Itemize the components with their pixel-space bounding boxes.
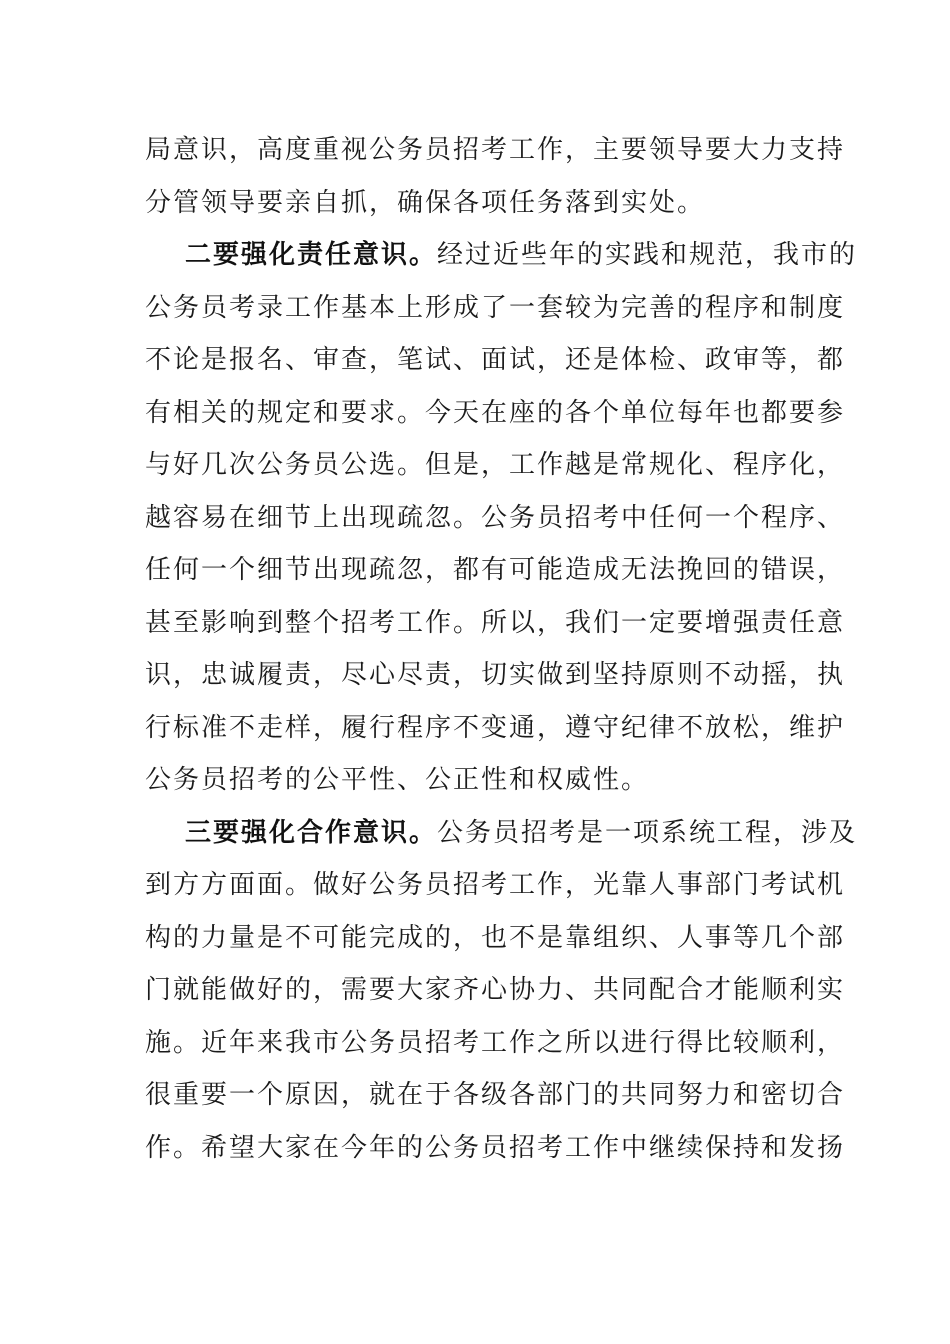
text-line: 有相关的规定和要求。今天在座的各个单位每年也都要参 xyxy=(145,397,846,428)
text-run: 经过近些年的实践和规范，我市的 xyxy=(437,240,858,270)
paragraph-2 xyxy=(145,229,858,807)
text-line: 公务员考录工作基本上形成了一套较为完善的程序和制度 xyxy=(145,292,846,323)
paragraph-3 xyxy=(145,807,858,1175)
text-line xyxy=(145,229,858,282)
text-line: 构的力量是不可能完成的，也不是靠组织、人事等几个部 xyxy=(145,922,846,953)
text-line: 公务员招考的公平性、公正性和权威性。 xyxy=(145,765,650,795)
document-body xyxy=(145,124,858,1174)
text-line: 到方方面面。做好公务员招考工作，光靠人事部门考试机 xyxy=(145,870,846,900)
text-line: 分管领导要亲自抓，确保各项任务落到实处。 xyxy=(145,187,706,218)
text-line: 任何一个细节出现疏忽，都有可能造成无法挽回的错误， xyxy=(145,555,846,585)
text-line: 甚至影响到整个招考工作。所以，我们一定要增强责任意 xyxy=(145,607,846,638)
paragraph-lead-heading: 三要强化合作意识。 xyxy=(185,817,438,848)
text-line: 很重要一个原因，就在于各级各部门的共同努力和密切合 xyxy=(145,1080,846,1110)
text-line: 施。近年来我市公务员招考工作之所以进行得比较顺利， xyxy=(145,1027,846,1058)
text-line: 局意识，高度重视公务员招考工作，主要领导要大力支持 xyxy=(145,135,846,165)
text-line xyxy=(145,807,858,860)
text-line: 识，忠诚履责，尽心尽责，切实做到坚持原则不动摇，执 xyxy=(145,660,846,690)
paragraph-1 xyxy=(145,124,846,229)
text-line: 门就能做好的，需要大家齐心协力、共同配合才能顺利实 xyxy=(145,975,846,1005)
text-line: 不论是报名、审查，笔试、面试，还是体检、政审等，都 xyxy=(145,345,846,375)
text-line: 越容易在细节上出现疏忽。公务员招考中任何一个程序、 xyxy=(145,502,846,533)
paragraph-lead-heading: 二要强化责任意识。 xyxy=(185,240,438,270)
text-line: 与好几次公务员公选。但是，工作越是常规化、程序化， xyxy=(145,450,846,480)
text-run: 公务员招考是一项系统工程，涉及 xyxy=(437,817,858,848)
text-line: 作。希望大家在今年的公务员招考工作中继续保持和发扬 xyxy=(145,1132,846,1163)
text-line: 行标准不走样，履行程序不变通，遵守纪律不放松，维护 xyxy=(145,712,846,743)
